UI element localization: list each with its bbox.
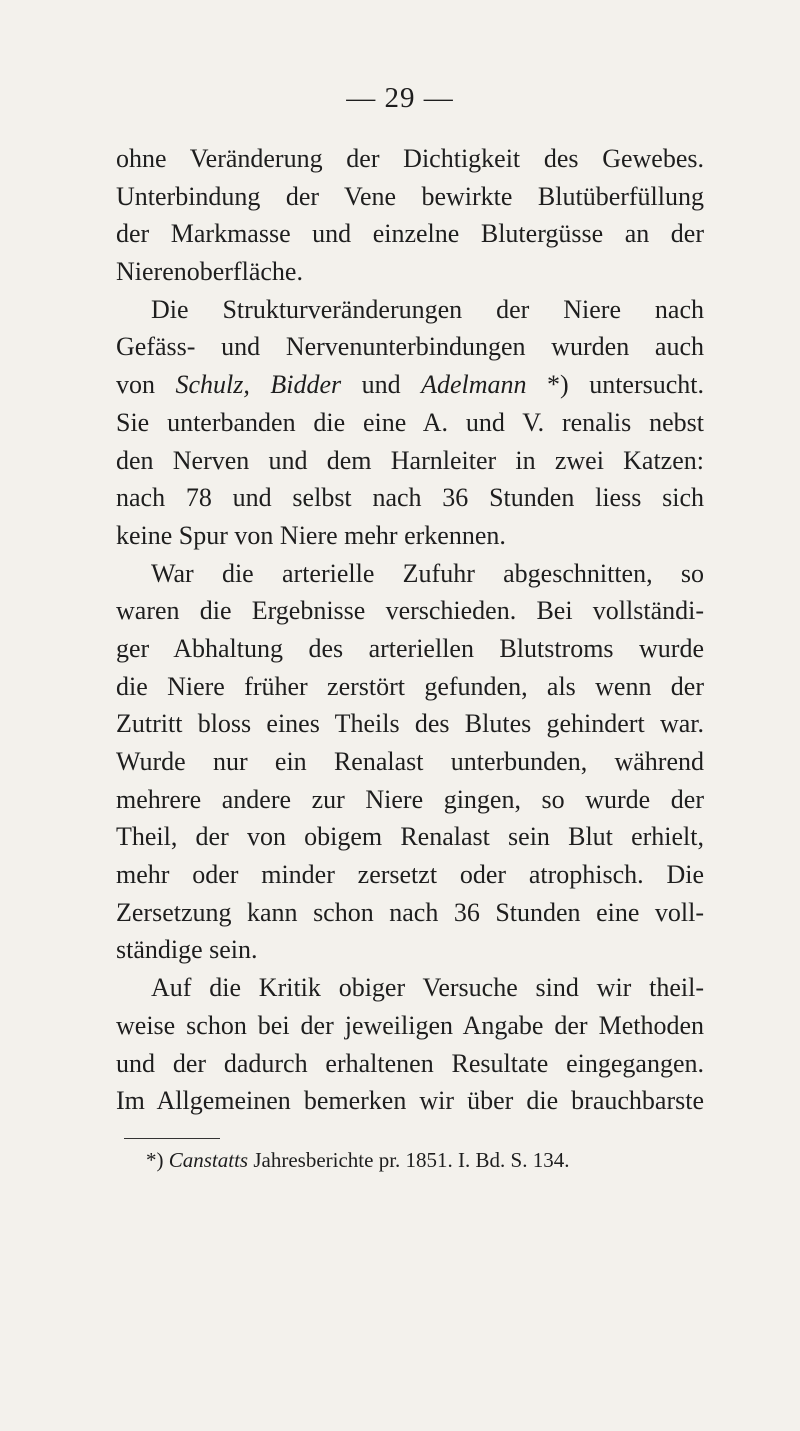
text-line: ger Abhaltung des arteriellen Blutstroms wurde bbox=[116, 633, 704, 663]
text-run: und bbox=[341, 370, 422, 400]
text-line: weise schon bei der jeweiligen Angabe der Methoden bbox=[116, 1010, 704, 1040]
page-number: — 29 — bbox=[346, 82, 454, 114]
text-line: Im Allgemeinen bemerken wir über die brauchbarste bbox=[116, 1086, 704, 1116]
text-run: von bbox=[116, 370, 176, 400]
footnote bbox=[146, 1146, 569, 1174]
text-line: mehr oder minder zersetzt oder atrophisch. Die bbox=[116, 860, 704, 890]
footnote-marker: *) bbox=[146, 1148, 164, 1172]
text-line: den Nerven und dem Harnleiter in zwei Katzen: bbox=[116, 445, 704, 475]
author-names: Schulz, Bidder bbox=[175, 370, 342, 400]
text-line: Die Strukturveränderungen der Niere nach bbox=[151, 294, 704, 324]
text-line: ständige sein. bbox=[116, 935, 258, 965]
text-line bbox=[116, 366, 704, 404]
author-name: Adelmann bbox=[421, 370, 527, 400]
text-line: Wurde nur ein Renalast unterbunden, während bbox=[116, 747, 704, 776]
footnote-author: Canstatts bbox=[168, 1148, 249, 1172]
text-run: *) untersucht. bbox=[526, 370, 704, 400]
footnote-text: Jahresberichte pr. 1851. I. Bd. S. 134. bbox=[253, 1148, 570, 1172]
text-line: Auf die Kritik obiger Versuche sind wir theil- bbox=[151, 973, 704, 1003]
text-line: Gefäss- und Nervenunterbindungen wurden auch bbox=[116, 332, 704, 362]
text-line: mehrere andere zur Niere gingen, so wurde der bbox=[116, 784, 704, 814]
text-line: waren die Ergebnisse verschieden. Bei vollständi- bbox=[116, 596, 704, 626]
text-line: der Markmasse und einzelne Blutergüsse an der bbox=[116, 219, 704, 249]
text-line: nach 78 und selbst nach 36 Stunden liess sich bbox=[116, 483, 704, 513]
text-line: War die arterielle Zufuhr abgeschnitten, so bbox=[151, 558, 704, 588]
text-line: keine Spur von Niere mehr erkennen. bbox=[116, 520, 506, 550]
text-line: Unterbindung der Vene bewirkte Blutüberfüllung bbox=[116, 181, 704, 211]
text-line: die Niere früher zerstört gefunden, als wenn der bbox=[116, 671, 704, 701]
text-line: Nierenoberfläche. bbox=[116, 257, 303, 287]
text-line: Theil, der von obigem Renalast sein Blut erhielt, bbox=[116, 822, 704, 852]
footnote-divider bbox=[124, 1138, 220, 1139]
text-line: Zersetzung kann schon nach 36 Stunden eine voll- bbox=[116, 897, 704, 927]
text-line: Sie unterbanden die eine A. und V. renalis nebst bbox=[116, 407, 704, 437]
text-line: und der dadurch erhaltenen Resultate eingegangen. bbox=[116, 1048, 704, 1078]
body-text bbox=[116, 140, 704, 1120]
text-line: ohne Veränderung der Dichtigkeit des Gewebes. bbox=[116, 144, 704, 173]
text-line: Zutritt bloss eines Theils des Blutes gehindert war. bbox=[116, 709, 704, 739]
